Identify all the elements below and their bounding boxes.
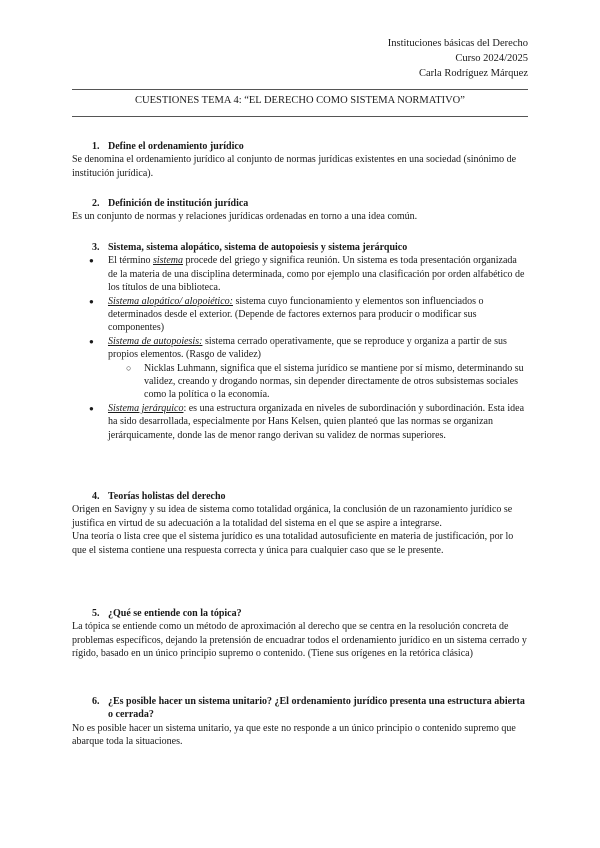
list-item — [72, 335, 528, 402]
section-number: 3. — [92, 242, 100, 253]
section-title: Teorías holistas del derecho — [108, 491, 226, 502]
list-text: El término — [108, 255, 153, 267]
section-1 — [72, 140, 528, 180]
header-course-year: Curso 2024/2025 — [455, 53, 528, 64]
section-heading — [72, 140, 528, 153]
section-text: Una teoría o lista cree que el sistema jurídico es una totalidad autosuficiente en materia de justificación, por lo que el sistema contiene una respuesta correcta y única para cualquier caso que se le presente. — [72, 531, 514, 556]
section-6 — [72, 695, 528, 749]
section-title: ¿Es posible hacer un sistema unitario? ¿El ordenamiento jurídico presenta una estructura abierta o cerrada? — [108, 696, 525, 721]
section-number: 4. — [92, 491, 100, 502]
list-term: sistema — [153, 255, 183, 267]
section-5 — [72, 607, 528, 661]
section-text: Origen en Savigny y su idea de sistema como totalidad orgánica, la conclusión de un razonamiento jurídico se justifica en virtud de su adecuación a la totalidad del sistema en el que se aspire a integrarse. — [72, 504, 513, 529]
list-item — [72, 295, 528, 335]
list-term: Sistema jerárquico — [108, 402, 184, 414]
section-title: ¿Qué se entiende con la tópica? — [108, 608, 242, 619]
section-text: La tópica se entiende como un método de aproximación al derecho que se centra en la resolución concreta de problemas específicos, dejando la pretensión de encuadrar todos el ordenamiento jurídico en un sistema cerrado y rígido, basado en un único principio supremo o contenido. (Tiene sus orígenes en la retórica clásica) — [72, 621, 527, 660]
section-title: Define el ordenamiento jurídico — [108, 141, 244, 152]
list-text: sistema cerrado operativamente, que se reproduce y organiza a partir de sus propios elementos. (Rasgo de validez) — [108, 335, 507, 361]
section-2 — [72, 197, 528, 224]
list-text: procede del griego y significa reunión. Un sistema es toda presentación organizada de la materia de una disciplina determinada, como por ejemplo una clasificación por orden alfabético de los títulos de una biblioteca. — [108, 255, 525, 294]
section-title: Sistema, sistema alopático, sistema de autopoiesis y sistema jerárquico — [108, 242, 408, 253]
section-title: Definición de institución jurídica — [108, 198, 249, 209]
title-bottom-rule — [72, 116, 528, 117]
list-text: : es una estructura organizada en niveles de subordinación y subordinación. Esta idea ha sido desarrollada, especialmente por Hans Kelsen, quien planteó que las normas se organizan jerárquicamente, donde las de menor rango derivan su validez de normas superiores. — [108, 402, 525, 441]
document-header — [388, 36, 528, 81]
list-item — [72, 254, 528, 294]
section-text: Se denomina el ordenamiento jurídico al conjunto de normas jurídicas existentes en una sociedad (sinónimo de institución jurídica). — [72, 154, 517, 179]
section-text: No es posible hacer un sistema unitario, ya que este no responde a un único principio o contenido supremo que abarque toda la situaciones. — [72, 722, 516, 748]
section-list — [72, 254, 528, 442]
list-text: sistema cuyo funcionamiento y elementos son influenciados o determinados desde el exterior. (Depende de factores externos para producir o modificar sus componentes) — [108, 295, 484, 334]
section-text: Es un conjunto de normas y relaciones jurídicas ordenadas en torno a una idea común. — [72, 211, 418, 223]
section-heading — [72, 197, 528, 210]
section-3 — [72, 241, 528, 442]
section-heading — [72, 241, 528, 254]
sub-list — [72, 362, 528, 402]
section-number: 6. — [92, 696, 100, 707]
sub-list-item: ○ Nicklas Luhmann, significa que el sistema jurídico se mantiene por sí mismo, determinando su validez, creando y drogando normas, sin depender directamente de otros subsistemas sociales como la política o la economía. — [72, 362, 528, 402]
section-number: 5. — [92, 608, 100, 619]
document-title: CUESTIONES TEMA 4: “EL DERECHO COMO SISTEMA NORMATIVO” — [135, 95, 465, 106]
list-term: Sistema alopático/ alopoiético: — [108, 295, 233, 307]
section-number: 2. — [92, 198, 100, 209]
header-course-name: Instituciones básicas del Derecho — [387, 38, 528, 49]
list-item — [72, 402, 528, 442]
title-top-rule — [72, 89, 528, 90]
section-4 — [72, 490, 528, 557]
section-heading — [72, 695, 528, 722]
list-term: Sistema de autopoiesis: — [108, 335, 203, 347]
section-heading — [72, 490, 528, 503]
section-heading — [72, 607, 528, 620]
header-author: Carla Rodríguez Márquez — [418, 68, 528, 79]
section-number: 1. — [92, 141, 100, 152]
